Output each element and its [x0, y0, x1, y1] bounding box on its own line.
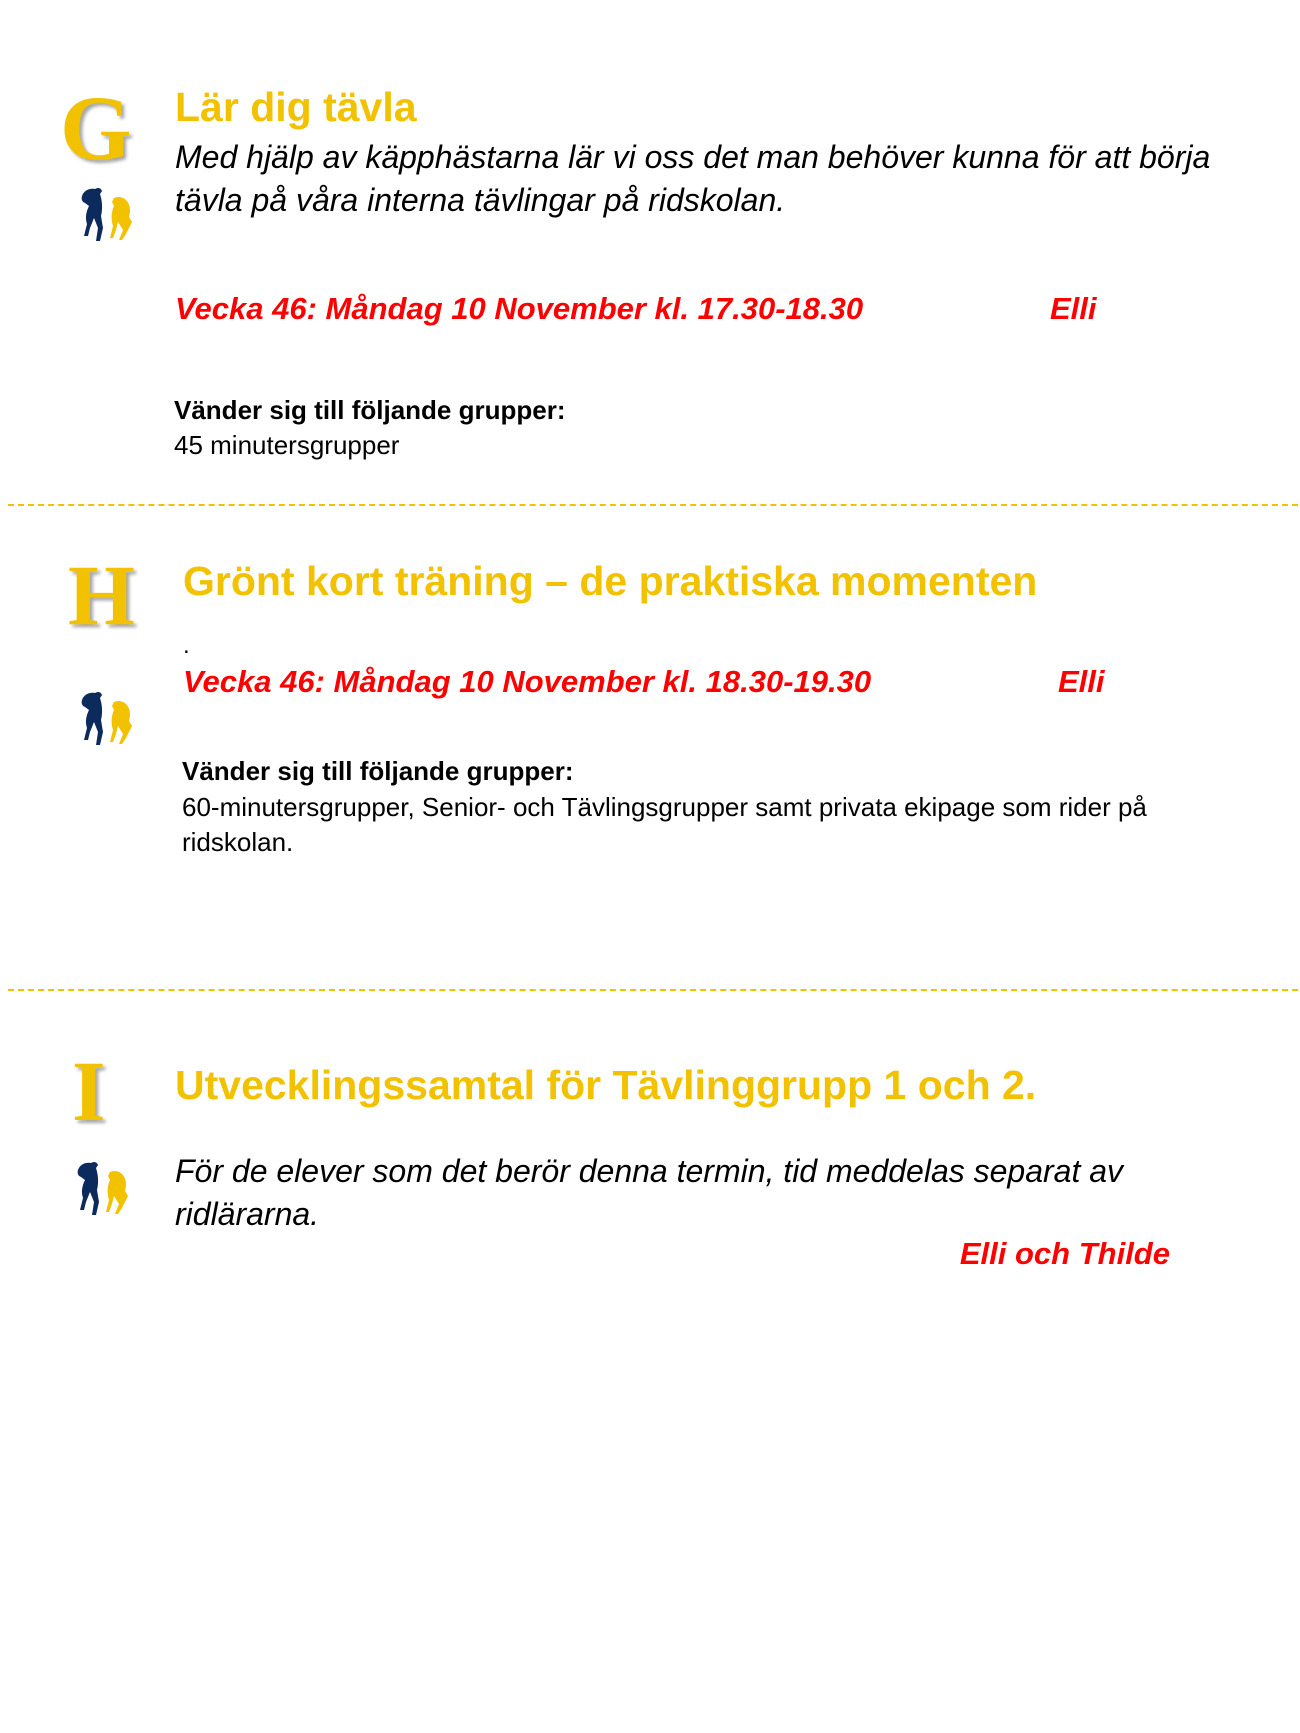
groups-list: 60-minutersgrupper, Senior- och Tävlingsgrupper samt privata ekipage som rider på ridskolan. — [182, 792, 1147, 857]
session-time: Vecka 46: Måndag 10 November kl. 17.30-18.30 — [175, 291, 864, 326]
horse-logo-icon — [76, 186, 138, 242]
section-title: Lär dig tävla — [175, 84, 417, 130]
groups-heading: Vänder sig till följande grupper: — [174, 395, 566, 425]
section-description: Med hjälp av käpphästarna lär vi oss det man behöver kunna för att börja tävla på våra interna tävlingar på ridskolan. — [175, 139, 1211, 218]
section-instructor: Elli och Thilde — [959, 1236, 1170, 1271]
section-title: Utvecklingssamtal för Tävlinggrupp 1 och 2. — [175, 1062, 1037, 1108]
horse-logo-icon — [72, 1160, 134, 1216]
section-divider — [8, 504, 1298, 506]
groups-heading: Vänder sig till följande grupper: — [182, 756, 574, 786]
section-letter-h: H — [68, 547, 135, 643]
session-instructor: Elli — [1058, 664, 1105, 699]
stray-dot: . — [183, 632, 190, 659]
session-instructor: Elli — [1050, 291, 1097, 326]
section-letter-g: G — [60, 77, 132, 179]
section-title: Grönt kort träning – de praktiska momenten — [183, 558, 1038, 604]
groups-list: 45 minutersgrupper — [174, 430, 400, 460]
horse-logo-icon — [76, 690, 138, 746]
section-divider — [8, 989, 1298, 991]
section-description: För de elever som det berör denna termin, tid meddelas separat av ridlärarna. — [175, 1153, 1124, 1232]
section-letter-i: I — [72, 1043, 106, 1139]
session-time: Vecka 46: Måndag 10 November kl. 18.30-19.30 — [183, 664, 872, 699]
